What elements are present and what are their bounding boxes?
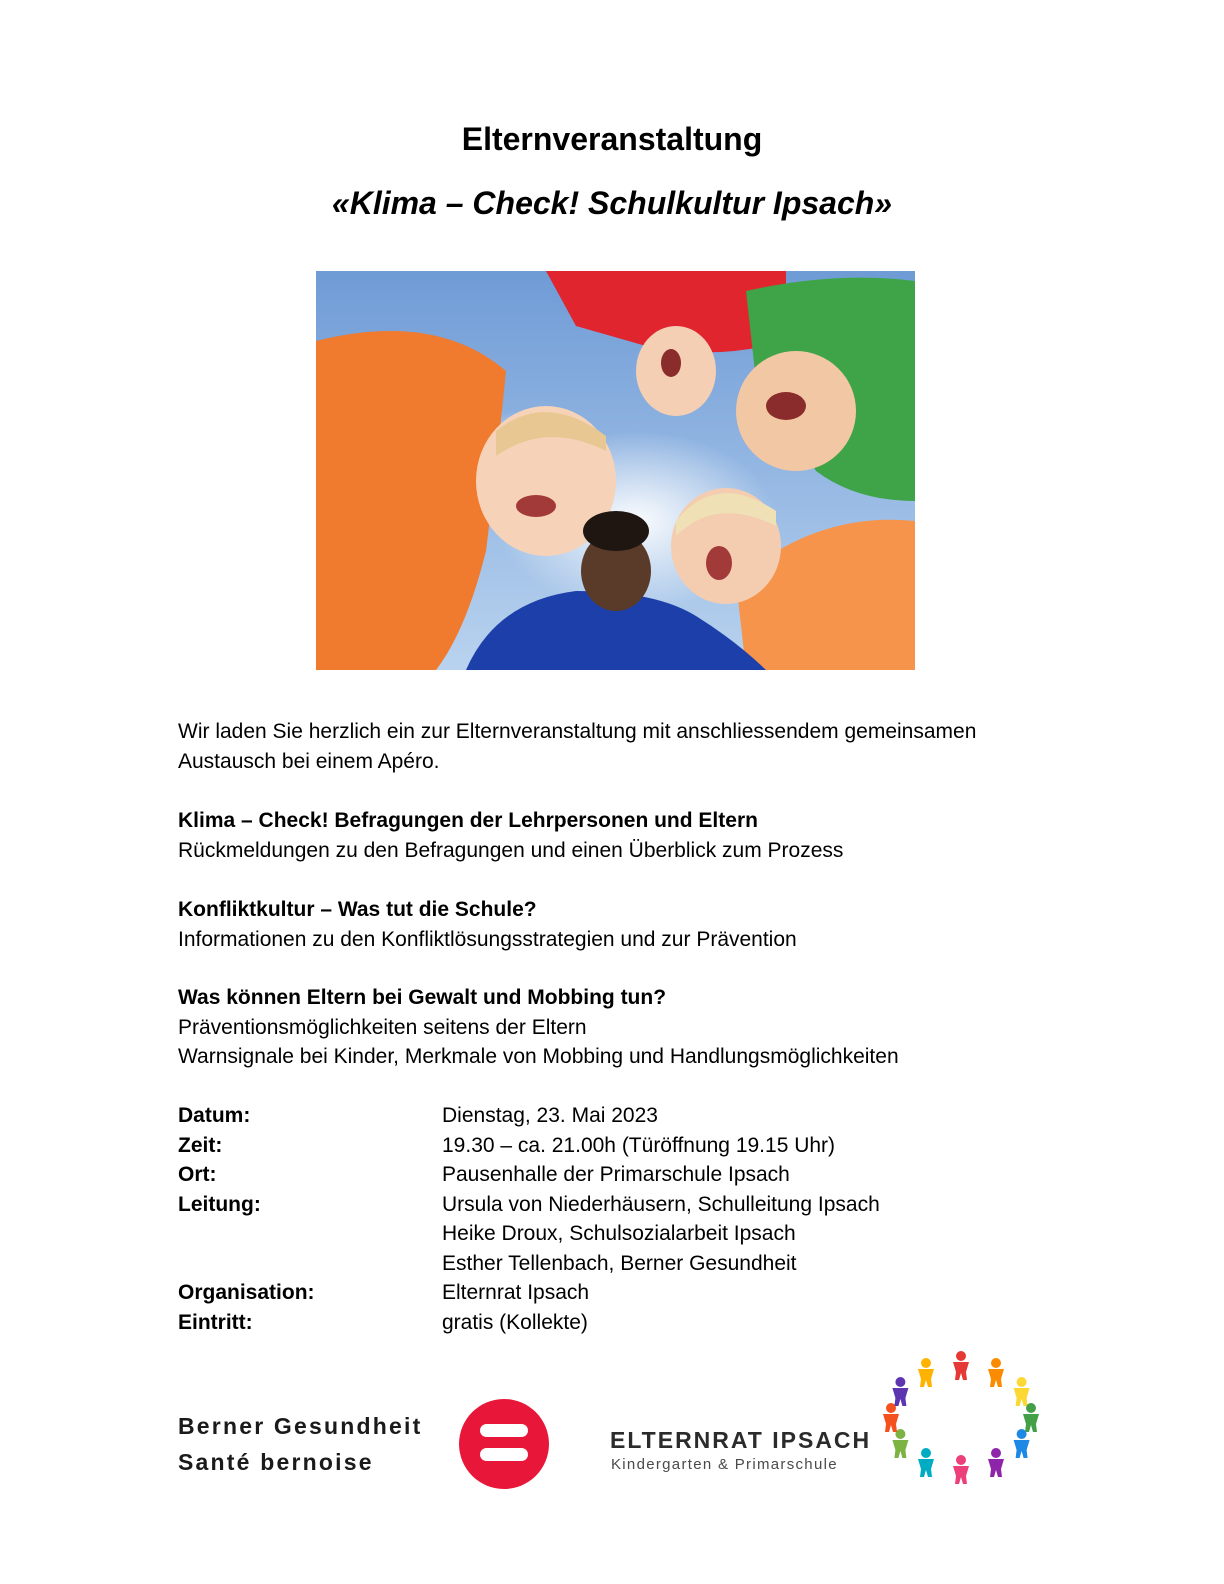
paper-figure <box>953 1455 969 1484</box>
paper-figure <box>953 1351 969 1380</box>
detail-label: Leitung: <box>178 1192 261 1216</box>
paper-figure <box>988 1448 1004 1477</box>
sante-bernoise-name: Santé bernoise <box>178 1449 374 1475</box>
detail-label: Zeit: <box>178 1133 223 1157</box>
berner-gesundheit-logo-icon <box>458 1398 550 1490</box>
paper-figure <box>1023 1403 1039 1432</box>
detail-value: Dienstag, 23. Mai 2023 <box>442 1104 658 1127</box>
detail-row-zeit <box>178 1131 1042 1161</box>
section-konfliktkultur <box>178 895 797 954</box>
detail-value: 19.30 – ca. 21.00h (Türöffnung 19.15 Uhr) <box>442 1133 836 1157</box>
paper-figure <box>892 1429 908 1458</box>
elternrat-logo-subtitle: Kindergarten & Primarschule <box>611 1456 838 1473</box>
detail-row-organisation <box>178 1278 1042 1308</box>
berner-gesundheit-logo-text <box>178 1408 422 1480</box>
paper-figure <box>1014 1429 1030 1458</box>
event-details <box>178 1101 1042 1337</box>
section-eltern-gewalt <box>178 983 899 1072</box>
detail-value: Pausenhalle der Primarschule Ipsach <box>442 1163 790 1186</box>
section-line: Warnsignale bei Kinder, Merkmale von Mobbing und Handlungsmöglichkeiten <box>178 1045 899 1068</box>
section-heading: Konfliktkultur – Was tut die Schule? <box>178 898 537 921</box>
paper-figure <box>892 1377 908 1406</box>
detail-row-leitung-2 <box>178 1219 1042 1249</box>
intro-paragraph <box>178 717 976 776</box>
detail-row-leitung-3 <box>178 1249 1042 1279</box>
paper-figure <box>918 1448 934 1477</box>
section-line: Rückmeldungen zu den Befragungen und einen Überblick zum Prozess <box>178 838 844 862</box>
intro-line: Austausch bei einem Apéro. <box>178 749 440 773</box>
detail-label: Organisation: <box>178 1281 315 1304</box>
detail-label <box>178 1219 442 1249</box>
detail-row-ort <box>178 1160 1042 1190</box>
section-heading: Klima – Check! Befragungen der Lehrpersonen und Eltern <box>178 809 758 832</box>
section-line: Informationen zu den Konfliktlösungsstrategien und zur Prävention <box>178 927 797 951</box>
page-title: Elternveranstaltung <box>461 121 763 157</box>
detail-value: Heike Droux, Schulsozialarbeit Ipsach <box>442 1222 796 1245</box>
paper-figure <box>883 1403 899 1432</box>
section-klima-check <box>178 806 843 865</box>
section-line: Präventionsmöglichkeiten seitens der Eltern <box>178 1015 587 1039</box>
detail-row-eintritt <box>178 1308 1042 1338</box>
detail-value: Esther Tellenbach, Berner Gesundheit <box>442 1251 797 1275</box>
berner-gesundheit-name: Berner Gesundheit <box>178 1413 423 1439</box>
detail-label: Eintritt: <box>178 1310 253 1334</box>
paper-figure <box>918 1358 934 1387</box>
detail-value: gratis (Kollekte) <box>442 1310 588 1334</box>
detail-row-leitung <box>178 1190 1042 1220</box>
elternrat-logo-name: ELTERNRAT IPSACH <box>610 1427 872 1453</box>
section-heading: Was können Eltern bei Gewalt und Mobbing tun? <box>178 986 667 1009</box>
detail-label: Datum: <box>178 1104 251 1127</box>
children-circle-photo <box>316 271 915 670</box>
paper-figure <box>1014 1377 1030 1406</box>
people-circle-logo-icon <box>872 1340 1050 1490</box>
page-subtitle: «Klima – Check! Schulkultur Ipsach» <box>331 185 893 221</box>
paper-figure <box>988 1358 1004 1387</box>
detail-value: Elternrat Ipsach <box>442 1281 590 1304</box>
intro-line: Wir laden Sie herzlich ein zur Elternveranstaltung mit anschliessendem gemeinsamen <box>178 720 977 743</box>
detail-label <box>178 1249 442 1279</box>
detail-value: Ursula von Niederhäusern, Schulleitung Ipsach <box>442 1192 880 1216</box>
detail-row-datum <box>178 1101 1042 1131</box>
detail-label: Ort: <box>178 1163 217 1186</box>
